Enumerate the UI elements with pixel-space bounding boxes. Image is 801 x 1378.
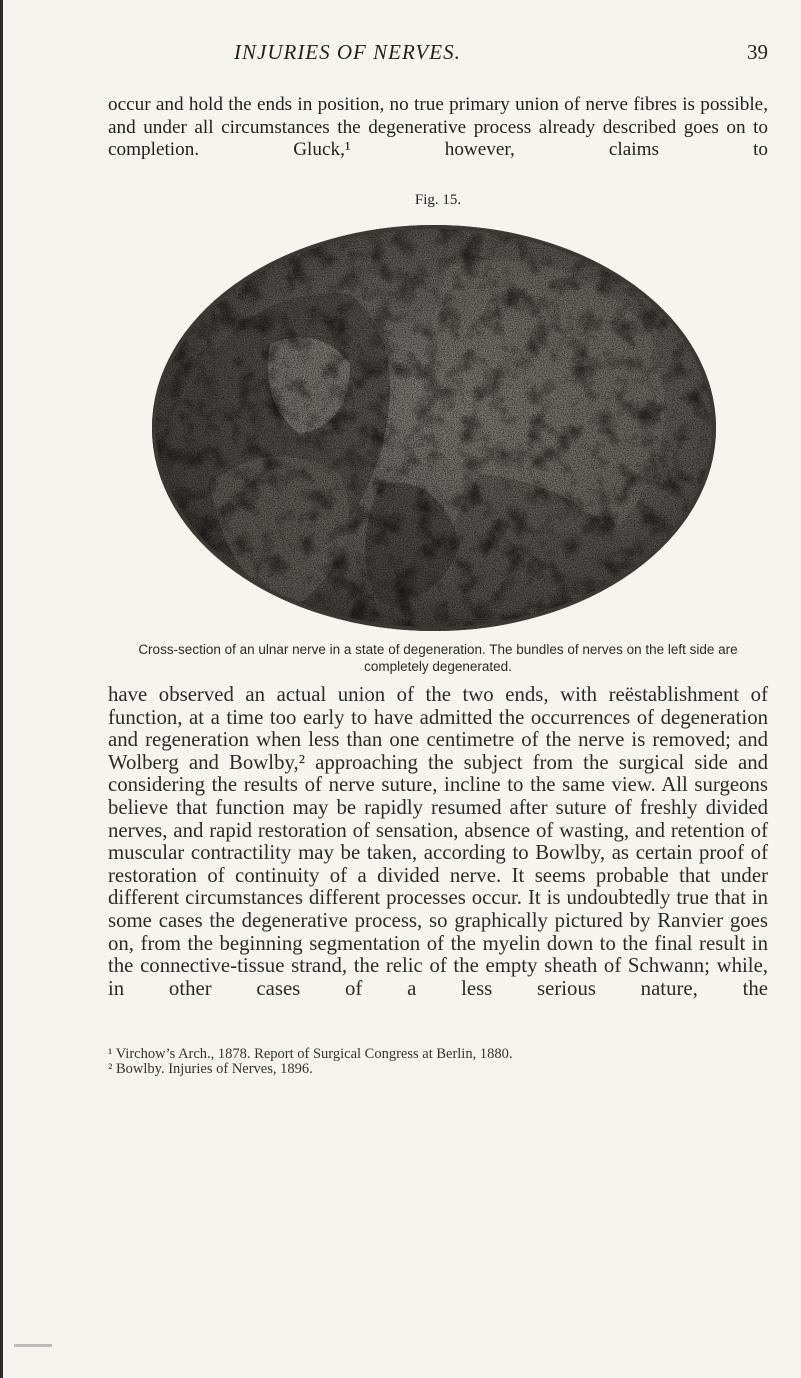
page-header (108, 40, 768, 72)
figure-label: Fig. 15. (414, 192, 462, 208)
paragraph-2: have observed an actual union of the two ends, with reëstablishment of function, at a time too early to have admitted the occurrences of degeneration and regeneration when less than one centimetre of the nerve is removed; and Wolberg and Bowlby,² approaching the subject from the surgical side and considering the results of nerve suture, incline to the same view. All surgeons believe that function may be rapidly resumed after suture of freshly divided nerves, and rapid restoration of sensation, absence of wasting, and retention of muscular contractility may be taken, according to Bowlby, as certain proof of restoration of continuity of a divided nerve. It seems probable that under different circumstances different processes occur. It is undoubtedly true that in some cases the degenerative process, so graphically pictured by Ranvier goes on, from the beginning segmentation of the myelin down to the final result in the connective-tissue strand, the relic of the empty sheath of Schwann; while, in other cases of a less serious nature, the (108, 683, 768, 1000)
footnotes (108, 1047, 768, 1077)
page-mark (14, 1344, 52, 1347)
figure-caption: Cross-section of an ulnar nerve in a state of degeneration. The bundles of nerves on the left side are completely degenerated. (138, 642, 738, 674)
footnote-1: ¹ Virchow’s Arch., 1878. Report of Surgical Congress at Berlin, 1880. (108, 1046, 513, 1062)
running-head: INJURIES OF NERVES. (234, 40, 461, 64)
nerve-cross-section-figure (150, 224, 718, 632)
footnote-2: ² Bowlby. Injuries of Nerves, 1896. (108, 1061, 313, 1077)
page-edge (0, 0, 3, 1378)
page-number: 39 (747, 40, 768, 64)
paragraph-1: occur and hold the ends in position, no true primary union of nerve fibres is possible, and under all circumstances the degenerative process already described goes on to completion. Gluck,¹ however, claims to (108, 94, 768, 160)
